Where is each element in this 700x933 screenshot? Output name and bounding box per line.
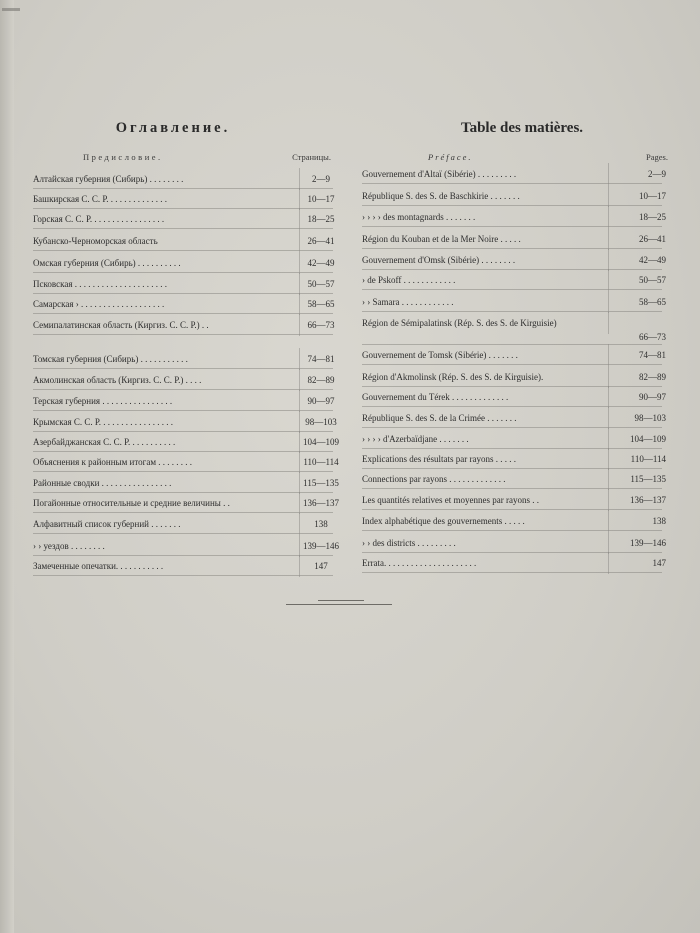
ru-entry-pages: 104—109 — [303, 437, 339, 447]
fr-entry-pages: 50—57 — [639, 275, 666, 285]
ru-row-rule — [33, 575, 333, 576]
fr-column-divider — [608, 407, 609, 429]
fr-column-divider — [608, 386, 609, 408]
binding-edge — [0, 0, 14, 933]
ru-row-rule — [33, 208, 333, 209]
fr-column-divider — [608, 428, 609, 450]
ru-entry-title: Объяснения к районным итогам . . . . . . . . — [33, 457, 193, 467]
fr-row-rule — [362, 427, 662, 428]
ru-entry-pages: 98—103 — [305, 417, 337, 427]
ru-entry-title: Терская губерния . . . . . . . . . . . . . . . . — [33, 396, 173, 406]
ru-row-rule — [33, 555, 333, 556]
fr-column-divider — [608, 291, 609, 313]
fr-column-divider — [608, 312, 609, 334]
fr-row-rule — [362, 311, 662, 312]
fr-row-rule — [362, 572, 662, 573]
fr-row-rule — [362, 183, 662, 184]
fr-row-rule — [362, 552, 662, 553]
ru-entry-pages: 26—41 — [307, 236, 335, 246]
russian-preface-label: Предисловие. — [83, 152, 163, 162]
corner-mark — [2, 8, 20, 11]
fr-entry-title: Connections par rayons . . . . . . . . . . . . . — [362, 474, 506, 484]
french-preface-label: Préface. — [428, 152, 473, 162]
ru-entry-title: › › уездов . . . . . . . . — [33, 541, 105, 551]
fr-row-rule — [362, 289, 662, 290]
ru-row-rule — [33, 431, 333, 432]
ru-entry-title: Кубанско-Черноморская область — [33, 236, 158, 246]
fr-row-rule — [362, 530, 662, 531]
ru-entry-pages: 58—65 — [307, 299, 335, 309]
ru-column-divider — [299, 555, 300, 577]
ru-column-divider — [299, 535, 300, 557]
ru-entry-pages: 147 — [314, 561, 328, 571]
closing-rule — [286, 604, 392, 605]
fr-column-divider — [608, 366, 609, 388]
fr-entry-title: Région d'Akmolinsk (Rép. S. des S. de Kirguisie). — [362, 372, 544, 382]
ru-row-rule — [33, 410, 333, 411]
ru-column-divider — [299, 513, 300, 535]
ru-row-rule — [33, 389, 333, 390]
fr-entry-title: Errata. . . . . . . . . . . . . . . . . . . . . — [362, 558, 477, 568]
ru-row-rule — [33, 228, 333, 229]
ru-row-rule — [33, 313, 333, 314]
ru-entry-pages: 50—57 — [307, 279, 335, 289]
ru-row-rule — [33, 188, 333, 189]
fr-entry-pages: 26—41 — [639, 234, 666, 244]
ru-entry-pages: 42—49 — [307, 258, 335, 268]
fr-column-divider — [608, 206, 609, 228]
ru-row-rule — [33, 293, 333, 294]
ru-entry-title: Районные сводки . . . . . . . . . . . . . . . . — [33, 478, 172, 488]
ru-column-divider — [299, 472, 300, 494]
ru-column-divider — [299, 188, 300, 210]
fr-entry-title: Gouvernement du Térek . . . . . . . . . . . . . — [362, 392, 509, 402]
ru-row-rule — [33, 471, 333, 472]
fr-entry-title: Les quantités relatives et moyennes par rayons . . — [362, 495, 539, 505]
ru-entry-title: Самарская › . . . . . . . . . . . . . . . . . . . — [33, 299, 165, 309]
fr-entry-title: République S. des S. de la Crimée . . . . . . . — [362, 413, 517, 423]
fr-column-divider — [608, 468, 609, 490]
ru-entry-pages: 136—137 — [303, 498, 339, 508]
fr-entry-title: › › des districts . . . . . . . . . — [362, 538, 456, 548]
fr-row-rule — [362, 509, 662, 510]
ru-row-rule — [33, 250, 333, 251]
ru-entry-title: Томская губерния (Сибирь) . . . . . . . . . . . — [33, 354, 188, 364]
fr-entry-pages: 82—89 — [639, 372, 666, 382]
fr-entry-pages: 74—81 — [639, 350, 666, 360]
ru-entry-pages: 2—9 — [312, 174, 330, 184]
french-pages-label: Pages. — [646, 152, 668, 162]
fr-entry-pages: 139—146 — [630, 538, 666, 548]
ru-entry-title: Семипалатинская область (Киргиз. С. С. Р.) . . — [33, 320, 209, 330]
fr-entry-title: › › › › des montagnards . . . . . . . — [362, 212, 476, 222]
ru-column-divider — [299, 208, 300, 230]
ru-entry-title: Погайонные относительные и средние величины . . — [33, 498, 230, 508]
fr-entry-pages: 58—65 — [639, 297, 666, 307]
ru-column-divider — [299, 273, 300, 295]
russian-pages-label: Страницы. — [292, 152, 331, 162]
ru-entry-title: Крымская С. С. Р. . . . . . . . . . . . . . . . . — [33, 417, 173, 427]
russian-contents-title: Оглавление. — [115, 120, 231, 136]
fr-entry-title: République S. des S. de Baschkirie . . . . . . . — [362, 191, 520, 201]
ru-entry-pages: 110—114 — [303, 457, 339, 467]
fr-entry-title: › › Samara . . . . . . . . . . . . — [362, 297, 454, 307]
ru-column-divider — [299, 451, 300, 473]
fr-entry-pages: 138 — [652, 516, 666, 526]
ru-entry-pages: 10—17 — [307, 194, 335, 204]
fr-entry-pages: 66—73 — [639, 332, 666, 342]
fr-column-divider — [608, 344, 609, 366]
ru-entry-pages: 82—89 — [307, 375, 335, 385]
ru-row-rule — [33, 492, 333, 493]
ru-entry-pages: 90—97 — [307, 396, 335, 406]
fr-row-rule — [362, 226, 662, 227]
fr-row-rule — [362, 386, 662, 387]
fr-entry-title: › de Pskoff . . . . . . . . . . . . — [362, 275, 456, 285]
fr-column-divider — [608, 185, 609, 207]
ru-row-rule — [33, 451, 333, 452]
fr-entry-pages: 98—103 — [634, 413, 666, 423]
fr-row-rule — [362, 488, 662, 489]
ru-column-divider — [299, 252, 300, 274]
ru-entry-title: Акмолинская область (Киргиз. С. С. Р.) . . . . — [33, 375, 202, 385]
ru-entry-title: Азербайджанская С. С. Р. . . . . . . . . . . — [33, 437, 176, 447]
ru-column-divider — [299, 230, 300, 252]
ru-entry-pages: 18—25 — [307, 214, 335, 224]
fr-row-rule — [362, 364, 662, 365]
fr-column-divider — [608, 249, 609, 271]
fr-entry-title: Index alphabétique des gouvernements . . . . . — [362, 516, 525, 526]
ru-row-rule — [33, 533, 333, 534]
fr-entry-pages: 147 — [652, 558, 666, 568]
fr-entry-title: Région de Sémipalatinsk (Rép. S. des S. de Kirguisie) — [362, 318, 557, 328]
fr-column-divider — [608, 532, 609, 554]
russian-header-row — [33, 152, 333, 164]
ru-column-divider — [299, 348, 300, 370]
fr-row-rule — [362, 468, 662, 469]
fr-row-rule — [362, 269, 662, 270]
ru-row-rule — [33, 368, 333, 369]
fr-entry-pages: 104—109 — [630, 434, 666, 444]
fr-column-divider — [608, 228, 609, 250]
fr-row-rule — [362, 448, 662, 449]
fr-entry-pages: 115—135 — [630, 474, 666, 484]
fr-column-divider — [608, 510, 609, 532]
fr-entry-pages: 90—97 — [639, 392, 666, 402]
fr-entry-pages: 42—49 — [639, 255, 666, 265]
ru-row-rule — [33, 334, 333, 335]
ru-column-divider — [299, 390, 300, 412]
closing-rule-short — [318, 600, 364, 601]
fr-row-rule — [362, 344, 662, 345]
fr-entry-pages: 18—25 — [639, 212, 666, 222]
french-header-row — [362, 152, 668, 164]
fr-entry-pages: 2—9 — [648, 169, 666, 179]
fr-entry-title: Gouvernement d'Altaï (Sibérie) . . . . . . . . . — [362, 169, 517, 179]
ru-entry-pages: 115—135 — [303, 478, 339, 488]
ru-entry-title: Алтайская губерния (Сибирь) . . . . . . . . — [33, 174, 184, 184]
ru-column-divider — [299, 492, 300, 514]
fr-row-rule — [362, 205, 662, 206]
ru-column-divider — [299, 431, 300, 453]
fr-column-divider — [608, 489, 609, 511]
ru-column-divider — [299, 411, 300, 433]
ru-entry-title: Псковская . . . . . . . . . . . . . . . . . . . . . — [33, 279, 167, 289]
fr-entry-pages: 136—137 — [630, 495, 666, 505]
ru-entry-pages: 74—81 — [307, 354, 335, 364]
fr-entry-title: › › › › d'Azerbaïdjane . . . . . . . — [362, 434, 469, 444]
fr-entry-title: Région du Kouban et de la Mer Noire . . . . . — [362, 234, 521, 244]
ru-column-divider — [299, 168, 300, 190]
fr-row-rule — [362, 248, 662, 249]
fr-column-divider — [608, 448, 609, 470]
fr-column-divider — [608, 269, 609, 291]
ru-entry-pages: 66—73 — [307, 320, 335, 330]
ru-entry-title: Омская губерния (Сибирь) . . . . . . . . . . — [33, 258, 181, 268]
ru-entry-title: Замеченные опечатки. . . . . . . . . . . — [33, 561, 164, 571]
ru-row-rule — [33, 512, 333, 513]
ru-column-divider — [299, 314, 300, 336]
fr-column-divider — [608, 552, 609, 574]
ru-column-divider — [299, 293, 300, 315]
ru-entry-pages: 138 — [314, 519, 328, 529]
ru-entry-title: Алфавитный список губерний . . . . . . . — [33, 519, 181, 529]
french-contents-title: Table des matières. — [460, 120, 584, 136]
fr-column-divider — [608, 163, 609, 185]
ru-entry-pages: 139—146 — [303, 541, 339, 551]
fr-entry-pages: 10—17 — [639, 191, 666, 201]
ru-entry-title: Башкирская С. С. Р. . . . . . . . . . . . . . — [33, 194, 168, 204]
fr-entry-pages: 110—114 — [630, 454, 666, 464]
fr-entry-title: Gouvernement de Tomsk (Sibérie) . . . . . . . — [362, 350, 518, 360]
ru-entry-title: Горская С. С. Р. . . . . . . . . . . . . . . . . — [33, 214, 165, 224]
fr-entry-title: Explications des résultats par rayons . . . . . — [362, 454, 516, 464]
ru-column-divider — [299, 369, 300, 391]
fr-row-rule — [362, 406, 662, 407]
fr-entry-title: Gouvernement d'Omsk (Sibérie) . . . . . . . . — [362, 255, 516, 265]
ru-row-rule — [33, 272, 333, 273]
